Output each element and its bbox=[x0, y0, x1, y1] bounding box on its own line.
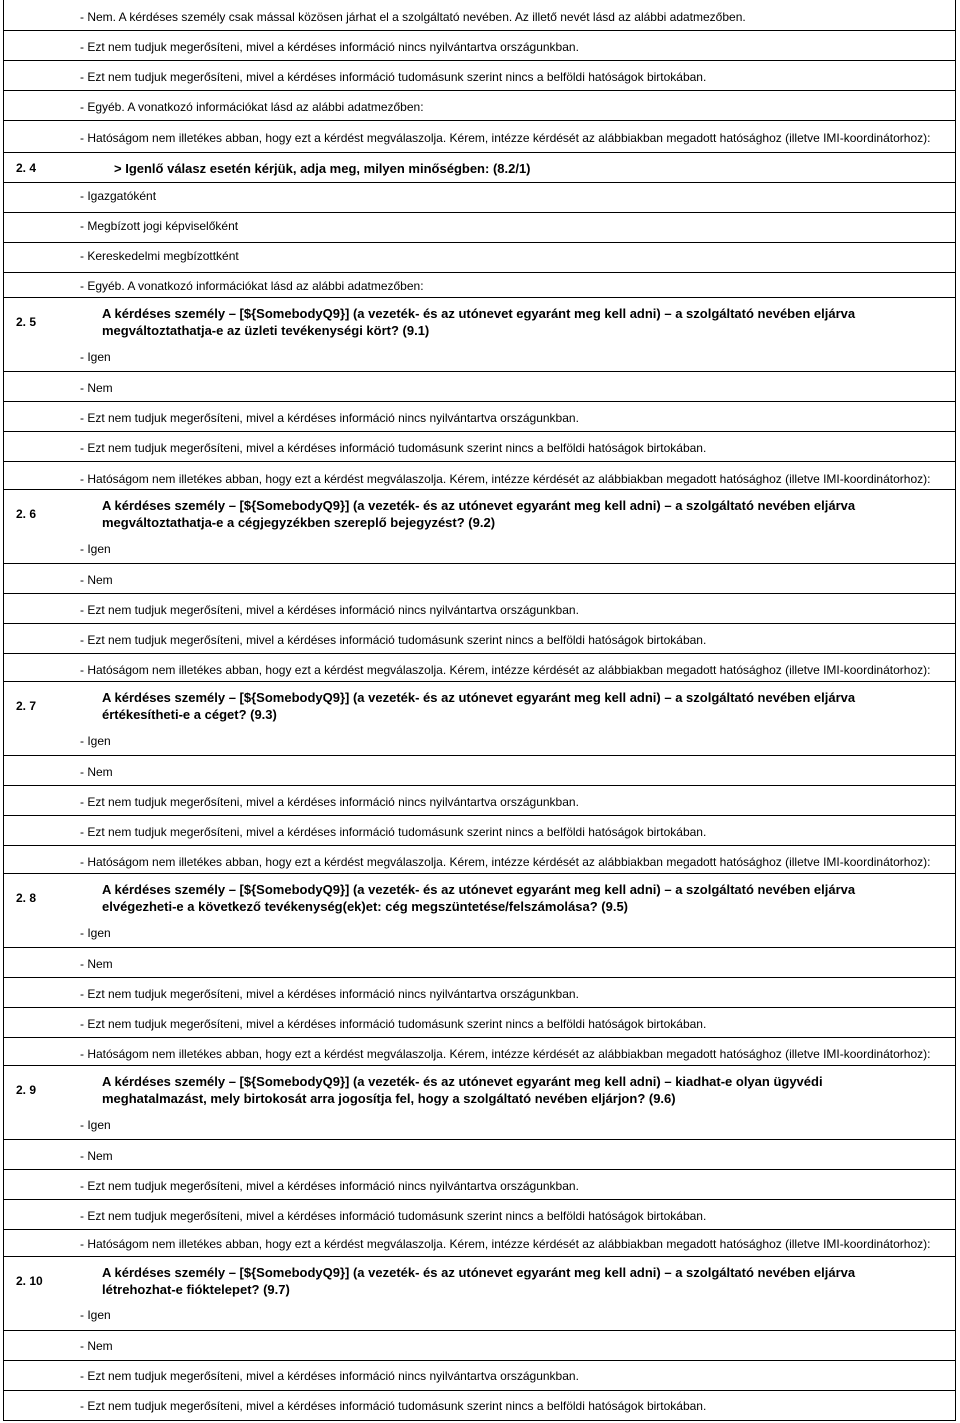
option-row[interactable] bbox=[4, 947, 955, 977]
option-text: - Nem bbox=[80, 1339, 113, 1353]
option-text: - Nem. A kérdéses személy csak mással közösen járhat el a szolgáltató nevében. Az illető nevét lásd az alábbi adatmezőben. bbox=[80, 10, 746, 24]
option-text: - Ezt nem tudjuk megerősíteni, mivel a kérdéses információ tudomásunk szerint nincs a belföldi hatóságok birtokában. bbox=[80, 1399, 707, 1413]
question-text: A kérdéses személy – [${SomebodyQ9}] (a vezeték- és az utónevet egyaránt meg kell adni) – a szolgáltató nevében eljárva értékesítheti-e a céget? (9.3) bbox=[102, 690, 856, 722]
option-text: - Igen bbox=[80, 350, 111, 364]
question-text: A kérdéses személy – [${SomebodyQ9}] (a vezeték- és az utónevet egyaránt meg kell adni) – a szolgáltató nevében eljárva elvégezheti-e a következő tevékenység(ek)et: cég megszüntetése/felszámolása? (9.5) bbox=[102, 882, 856, 914]
option-row[interactable] bbox=[4, 845, 955, 873]
option-row[interactable] bbox=[4, 1360, 955, 1390]
option-row[interactable] bbox=[4, 533, 955, 563]
option-row[interactable] bbox=[4, 1139, 955, 1169]
option-row[interactable] bbox=[4, 653, 955, 681]
option-row[interactable] bbox=[4, 1109, 955, 1139]
option-text: - Nem bbox=[80, 381, 113, 395]
option-text: - Ezt nem tudjuk megerősíteni, mivel a kérdéses információ nincs nyilvántartva országunkban. bbox=[80, 795, 579, 809]
option-row[interactable] bbox=[4, 120, 955, 152]
option-text: - Igen bbox=[80, 542, 111, 556]
option-row[interactable] bbox=[4, 1229, 955, 1256]
option-text: - Hatóságom nem illetékes abban, hogy ezt a kérdést megválaszolja. Kérem, intézze kérdését az alábbiakban megadott hatósághoz (illetve IMI-koordinátorhoz): bbox=[80, 855, 931, 869]
option-row[interactable] bbox=[4, 272, 955, 297]
questionnaire-page bbox=[3, 0, 956, 1421]
option-text: - Egyéb. A vonatkozó információkat lásd az alábbi adatmezőben: bbox=[80, 100, 424, 114]
option-row[interactable] bbox=[4, 977, 955, 1007]
question-number: 2. 10 bbox=[16, 1274, 43, 1288]
question-number: 2. 4 bbox=[16, 161, 37, 175]
option-text: - Ezt nem tudjuk megerősíteni, mivel a kérdéses információ tudomásunk szerint nincs a belföldi hatóságok birtokában. bbox=[80, 633, 707, 647]
option-row[interactable] bbox=[4, 755, 955, 785]
option-row[interactable] bbox=[4, 1390, 955, 1421]
question-number: 2. 9 bbox=[16, 1083, 37, 1097]
option-text: - Nem bbox=[80, 1149, 113, 1163]
option-text: - Ezt nem tudjuk megerősíteni, mivel a kérdéses információ tudomásunk szerint nincs a belföldi hatóságok birtokában. bbox=[80, 441, 707, 455]
option-text: - Hatóságom nem illetékes abban, hogy ezt a kérdést megválaszolja. Kérem, intézze kérdését az alábbiakban megadott hatósághoz (illetve IMI-koordinátorhoz): bbox=[80, 1237, 931, 1251]
option-text: - Ezt nem tudjuk megerősíteni, mivel a kérdéses információ tudomásunk szerint nincs a belföldi hatóságok birtokában. bbox=[80, 70, 707, 84]
option-row[interactable] bbox=[4, 90, 955, 120]
option-row[interactable] bbox=[4, 431, 955, 461]
option-row[interactable] bbox=[4, 371, 955, 401]
option-text: - Igen bbox=[80, 1118, 111, 1132]
question-text: A kérdéses személy – [${SomebodyQ9}] (a vezeték- és az utónevet egyaránt meg kell adni) – kiadhat-e olyan ügyvédi meghatalmazást, mely birtokosát arra jogosítja fel, hogy a szolgáltató nevében eljárjon? (9.6) bbox=[102, 1074, 823, 1106]
option-row[interactable] bbox=[4, 0, 955, 30]
question-header bbox=[4, 1256, 955, 1300]
option-row[interactable] bbox=[4, 1300, 955, 1330]
option-row[interactable] bbox=[4, 785, 955, 815]
question-header bbox=[4, 152, 955, 182]
option-text: - Igen bbox=[80, 734, 111, 748]
option-row[interactable] bbox=[4, 563, 955, 593]
question-text: A kérdéses személy – [${SomebodyQ9}] (a vezeték- és az utónevet egyaránt meg kell adni) – a szolgáltató nevében eljárva megváltoztathatja-e az üzleti tevékenységi kört? (9.1) bbox=[102, 306, 856, 338]
option-text: - Igen bbox=[80, 926, 111, 940]
option-text: - Ezt nem tudjuk megerősíteni, mivel a kérdéses információ nincs nyilvántartva országunkban. bbox=[80, 40, 579, 54]
option-row[interactable] bbox=[4, 593, 955, 623]
option-text: - Ezt nem tudjuk megerősíteni, mivel a kérdéses információ nincs nyilvántartva országunkban. bbox=[80, 411, 579, 425]
option-text: - Ezt nem tudjuk megerősíteni, mivel a kérdéses információ nincs nyilvántartva országunkban. bbox=[80, 1179, 579, 1193]
question-text: > Igenlő válasz esetén kérjük, adja meg, milyen minőségben: (8.2/1) bbox=[114, 161, 531, 176]
option-text: - Hatóságom nem illetékes abban, hogy ezt a kérdést megválaszolja. Kérem, intézze kérdését az alábbiakban megadott hatósághoz (illetve IMI-koordinátorhoz): bbox=[80, 131, 931, 145]
option-row[interactable] bbox=[4, 1199, 955, 1229]
option-row[interactable] bbox=[4, 401, 955, 431]
option-text: - Ezt nem tudjuk megerősíteni, mivel a kérdéses információ tudomásunk szerint nincs a belföldi hatóságok birtokában. bbox=[80, 1209, 707, 1223]
option-row[interactable] bbox=[4, 341, 955, 371]
option-text: - Ezt nem tudjuk megerősíteni, mivel a kérdéses információ nincs nyilvántartva országunkban. bbox=[80, 1369, 579, 1383]
option-row[interactable] bbox=[4, 212, 955, 242]
option-text: - Nem bbox=[80, 765, 113, 779]
option-text: - Nem bbox=[80, 957, 113, 971]
option-row[interactable] bbox=[4, 1037, 955, 1065]
option-text: - Hatóságom nem illetékes abban, hogy ezt a kérdést megválaszolja. Kérem, intézze kérdését az alábbiakban megadott hatósághoz (illetve IMI-koordinátorhoz): bbox=[80, 472, 931, 486]
question-number: 2. 5 bbox=[16, 315, 37, 329]
option-row[interactable] bbox=[4, 1169, 955, 1199]
question-text: A kérdéses személy – [${SomebodyQ9}] (a vezeték- és az utónevet egyaránt meg kell adni) – a szolgáltató nevében eljárva megváltoztathatja-e a cégjegyzékben szereplő bejegyzést? (9.2) bbox=[102, 498, 856, 530]
option-text: - Hatóságom nem illetékes abban, hogy ezt a kérdést megválaszolja. Kérem, intézze kérdését az alábbiakban megadott hatósághoz (illetve IMI-koordinátorhoz): bbox=[80, 1047, 931, 1061]
question-header bbox=[4, 297, 955, 341]
option-text: - Ezt nem tudjuk megerősíteni, mivel a kérdéses információ nincs nyilvántartva országunkban. bbox=[80, 603, 579, 617]
option-row[interactable] bbox=[4, 1330, 955, 1360]
question-number: 2. 6 bbox=[16, 507, 37, 521]
option-text: - Ezt nem tudjuk megerősíteni, mivel a kérdéses információ nincs nyilvántartva országunkban. bbox=[80, 987, 579, 1001]
option-text: - Nem bbox=[80, 573, 113, 587]
question-header bbox=[4, 681, 955, 725]
option-row[interactable] bbox=[4, 815, 955, 845]
option-row[interactable] bbox=[4, 725, 955, 755]
question-number: 2. 7 bbox=[16, 699, 37, 713]
option-text: - Hatóságom nem illetékes abban, hogy ezt a kérdést megválaszolja. Kérem, intézze kérdését az alábbiakban megadott hatósághoz (illetve IMI-koordinátorhoz): bbox=[80, 663, 931, 677]
option-text: - Igen bbox=[80, 1308, 111, 1322]
option-text: - Ezt nem tudjuk megerősíteni, mivel a kérdéses információ tudomásunk szerint nincs a belföldi hatóságok birtokában. bbox=[80, 1017, 707, 1031]
option-row[interactable] bbox=[4, 60, 955, 90]
question-header bbox=[4, 873, 955, 917]
option-row[interactable] bbox=[4, 461, 955, 489]
option-text: - Ezt nem tudjuk megerősíteni, mivel a kérdéses információ tudomásunk szerint nincs a belföldi hatóságok birtokában. bbox=[80, 825, 707, 839]
option-row[interactable] bbox=[4, 917, 955, 947]
option-text: - Kereskedelmi megbízottként bbox=[80, 249, 239, 263]
question-text: A kérdéses személy – [${SomebodyQ9}] (a vezeték- és az utónevet egyaránt meg kell adni) – a szolgáltató nevében eljárva létrehozhat-e fióktelepet? (9.7) bbox=[102, 1265, 856, 1297]
question-number: 2. 8 bbox=[16, 891, 37, 905]
option-row[interactable] bbox=[4, 1007, 955, 1037]
option-row[interactable] bbox=[4, 623, 955, 653]
question-header bbox=[4, 1065, 955, 1109]
question-header bbox=[4, 489, 955, 533]
option-text: - Megbízott jogi képviselőként bbox=[80, 219, 239, 233]
option-text: - Egyéb. A vonatkozó információkat lásd az alábbi adatmezőben: bbox=[80, 279, 424, 293]
option-row[interactable] bbox=[4, 242, 955, 272]
option-row[interactable] bbox=[4, 182, 955, 212]
option-text: - Igazgatóként bbox=[80, 189, 157, 203]
option-row[interactable] bbox=[4, 30, 955, 60]
